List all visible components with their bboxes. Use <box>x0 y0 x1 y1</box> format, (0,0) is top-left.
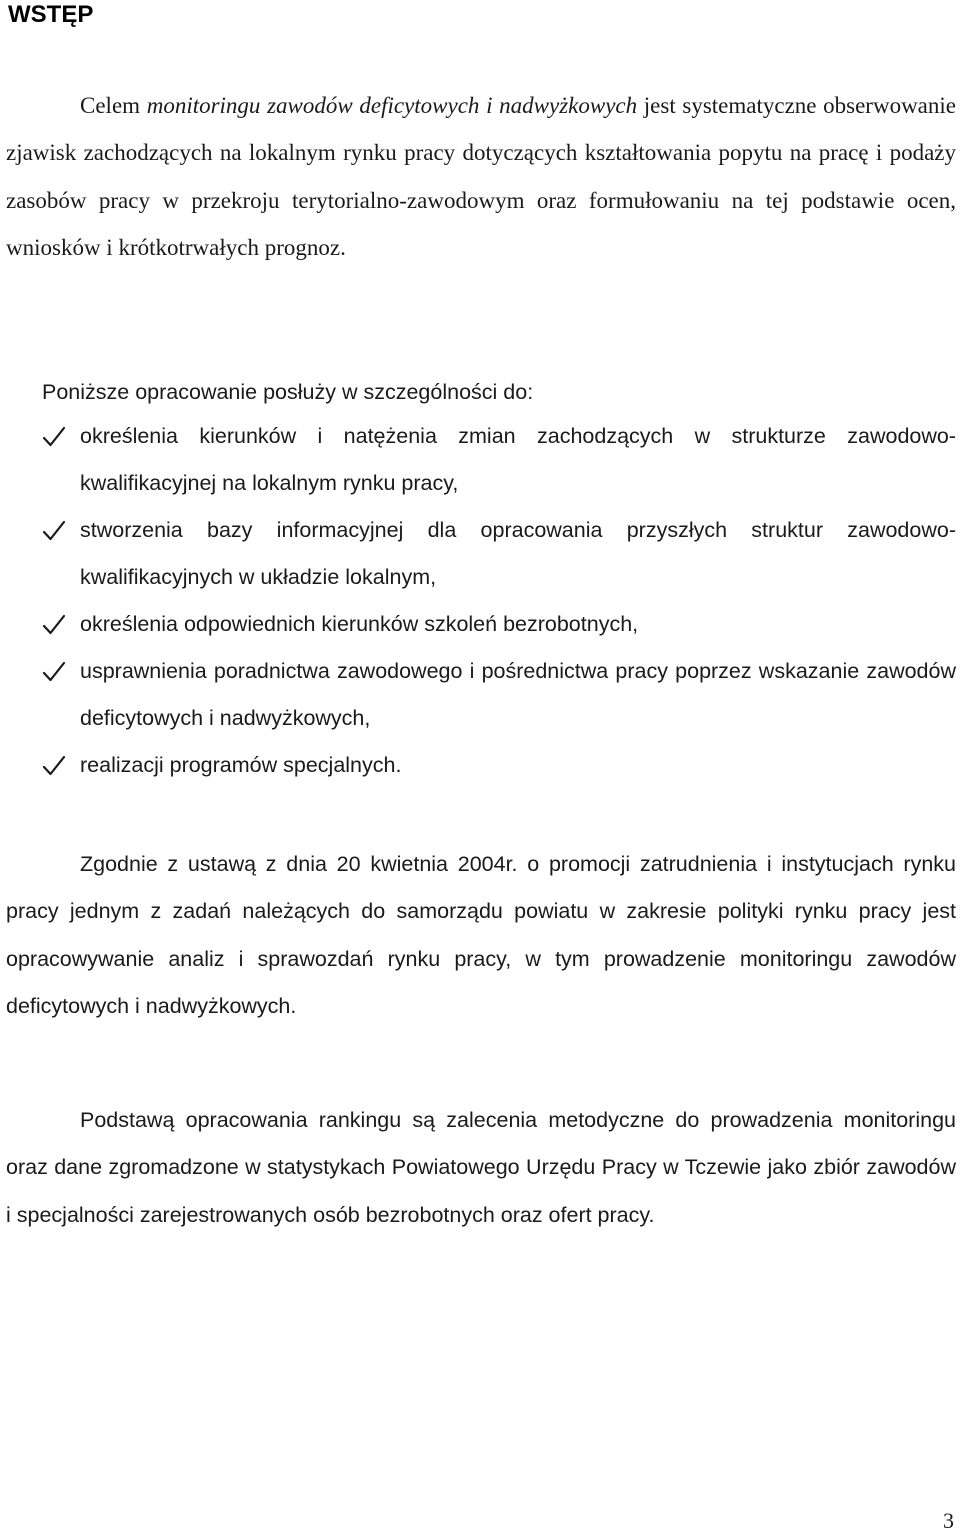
checkmark-icon <box>42 426 66 448</box>
page-number: 3 <box>943 1508 954 1533</box>
list-item <box>0 601 956 648</box>
paragraph-purpose <box>6 82 956 271</box>
list-item-text: określenia odpowiednich kierunków szkoleń bezrobotnych, <box>80 612 639 636</box>
paragraph-legal-basis: Zgodnie z ustawą z dnia 20 kwietnia 2004r. o promocji zatrudnienia i instytucjach rynku pracy jednym z zadań należących do samorządu powiatu w zakresie polityki rynku pracy jest opracowywanie analiz i sprawozdań rynku pracy, w tym prowadzenie monitoringu zawodów deficytowych i nadwyżkowych. <box>6 852 956 1018</box>
paragraph-purpose-body: jest systematyczne obserwowanie zjawisk zachodzących na lokalnym rynku pracy dotyczących kształtowania popytu na pracę i podaży zasobów pracy w przekroju terytorialno-zawodowym oraz formułowaniu na tej podstawie ocen, wniosków i krótkotrwałych prognoz. <box>6 93 956 260</box>
list-item-text: realizacji programów specjalnych. <box>80 753 402 777</box>
checklist <box>0 413 956 789</box>
list-item-text: określenia kierunków i natężenia zmian zachodzących w strukturze zawodowo-kwalifikacyjnej na lokalnym rynku pracy, <box>80 424 956 495</box>
paragraph-methodology: Podstawą opracowania rankingu są zalecenia metodyczne do prowadzenia monitoringu oraz dane zgromadzone w statystykach Powiatowego Urzędu Pracy w Tczewie jako zbiór zawodów i specjalności zarejestrowanych osób bezrobotnych oraz ofert pracy. <box>6 1108 956 1227</box>
checkmark-icon <box>42 661 66 683</box>
list-item <box>0 648 956 742</box>
checkmark-icon <box>42 614 66 636</box>
list-intro: Poniższe opracowanie posłuży w szczególności do: <box>42 380 534 404</box>
list-item <box>0 413 956 507</box>
list-item-text: usprawnienia poradnictwa zawodowego i pośrednictwa pracy poprzez wskazanie zawodów deficytowych i nadwyżkowych, <box>80 659 956 730</box>
paragraph-purpose-lead: Celem <box>80 93 147 118</box>
checkmark-icon <box>42 520 66 542</box>
list-item <box>0 507 956 601</box>
list-item-text: stworzenia bazy informacyjnej dla opracowania przyszłych struktur zawodowo-kwalifikacyjnych w układzie lokalnym, <box>80 518 956 589</box>
paragraph-purpose-emphasis: monitoringu zawodów deficytowych i nadwyżkowych <box>146 93 638 118</box>
list-item <box>0 742 956 789</box>
page-title: WSTĘP <box>8 1 94 28</box>
checkmark-icon <box>42 755 66 777</box>
